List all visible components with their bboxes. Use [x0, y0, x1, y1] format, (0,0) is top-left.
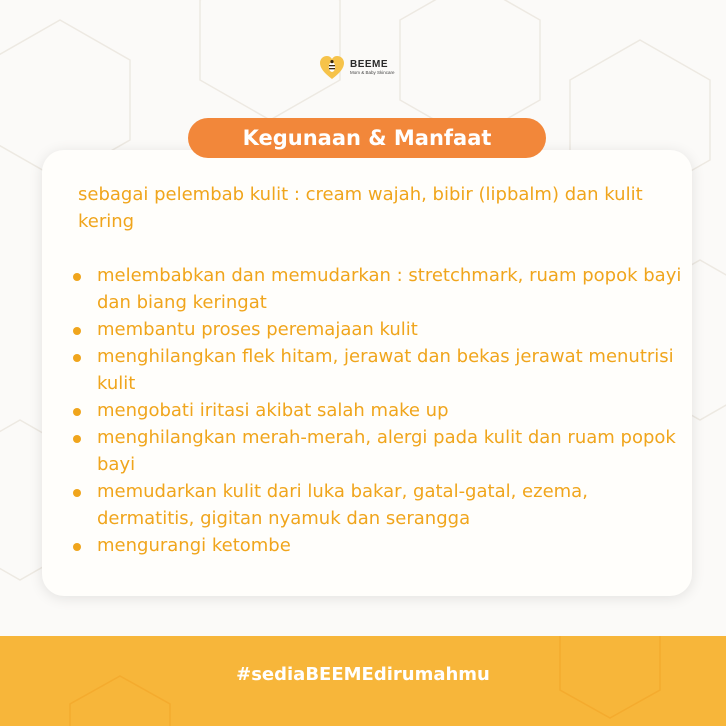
benefit-item	[72, 397, 682, 424]
benefit-item	[72, 478, 682, 532]
bullet-dot-icon	[73, 489, 81, 497]
benefit-item	[72, 343, 682, 397]
brand-logo	[318, 54, 395, 82]
bullet-dot-icon	[73, 327, 81, 335]
brand-name: BEEME	[350, 59, 389, 71]
bullet-dot-icon	[73, 408, 81, 416]
bullet-dot-icon	[73, 435, 81, 443]
benefit-item	[72, 424, 682, 478]
bullet-dot-icon	[73, 273, 81, 281]
benefit-text: memudarkan kulit dari luka bakar, gatal-gatal, ezema, dermatitis, gigitan nyamuk dan serangga	[97, 481, 588, 529]
section-title-pill	[188, 118, 546, 158]
benefit-text: mengurangi ketombe	[97, 535, 291, 556]
bullet-dot-icon	[73, 354, 81, 362]
benefit-text: mengobati iritasi akibat salah make up	[97, 400, 449, 421]
footer-banner	[0, 636, 726, 726]
benefit-text: menghilangkan merah-merah, alergi pada kulit dan ruam popok bayi	[97, 427, 676, 475]
benefit-list	[72, 262, 682, 559]
benefit-item	[72, 532, 682, 559]
benefit-text: melembabkan dan memudarkan : stretchmark, ruam popok bayi dan biang keringat	[97, 265, 682, 313]
section-title: Kegunaan & Manfaat	[242, 126, 492, 150]
brand-tagline: Mom & Baby Skincare	[350, 70, 395, 76]
benefit-item	[72, 316, 682, 343]
bee-heart-icon	[318, 54, 346, 82]
benefit-text: menghilangkan flek hitam, jerawat dan bekas jerawat menutrisi kulit	[97, 346, 674, 394]
benefit-text: membantu proses peremajaan kulit	[97, 319, 418, 340]
intro-text: sebagai pelembab kulit : cream wajah, bibir (lipbalm) dan kulit kering	[78, 184, 643, 232]
bullet-dot-icon	[73, 543, 81, 551]
hashtag-text: #sediaBEEMEdirumahmu	[236, 664, 490, 685]
benefit-item	[72, 262, 682, 316]
